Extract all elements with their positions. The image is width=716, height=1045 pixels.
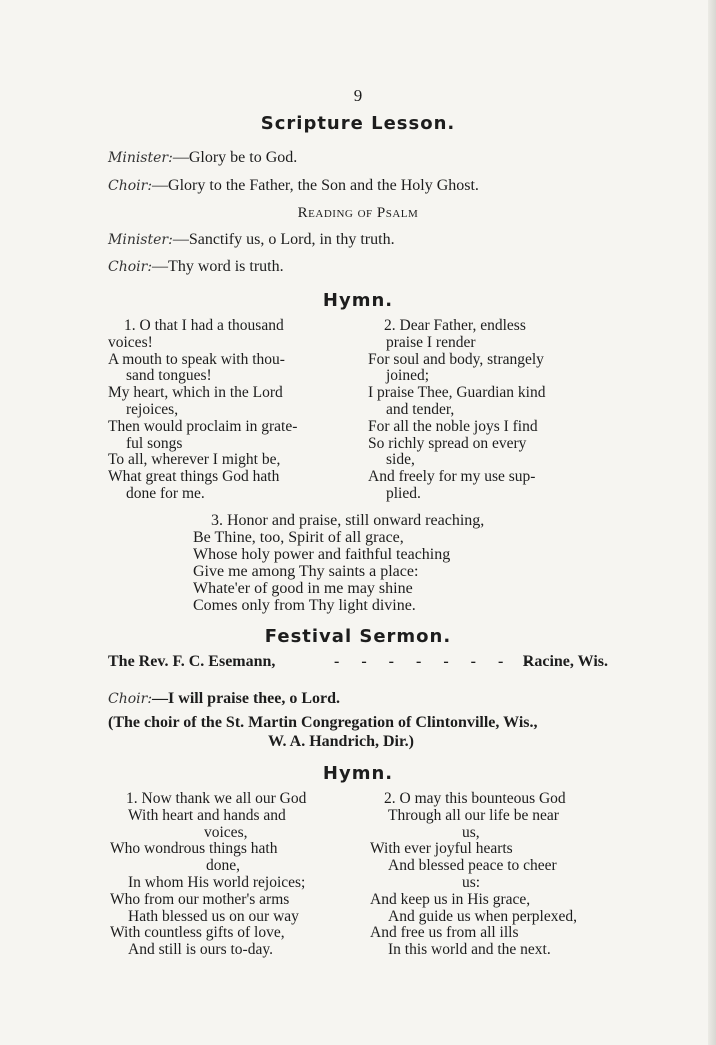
- line-text: —I will praise thee, o Lord.: [152, 690, 341, 707]
- verse-line: Through all our life be near: [388, 806, 559, 824]
- verse-line: And free us from all ills: [370, 924, 519, 942]
- verse-line: Then would proclaim in grate-: [108, 417, 298, 435]
- verse-line: To all, wherever I might be,: [108, 451, 281, 469]
- verse-line: voices!: [108, 333, 153, 351]
- preacher-line: [108, 653, 608, 671]
- verse-line: My heart, which in the Lord: [108, 384, 283, 402]
- hymn-2-verse-2: [370, 791, 610, 959]
- verse-line: side,: [386, 451, 415, 469]
- verse-line: And guide us when perplexed,: [388, 907, 577, 925]
- hymn-1-verse-3: [193, 512, 484, 614]
- reading-of-psalm: Reading of Psalm: [297, 205, 419, 221]
- choir-line-3: [108, 690, 340, 708]
- role-label: Choir:: [108, 259, 153, 275]
- verse-line: And still is ours to-day.: [128, 941, 273, 959]
- verse-line: and tender,: [386, 400, 455, 418]
- verse-line: Give me among Thy saints a place:: [193, 563, 419, 580]
- verse-line: Whate'er of good in me may shine: [193, 580, 413, 597]
- choir-note-line-1: (The choir of the St. Martin Congregation of Clintonville, Wis.,: [108, 714, 538, 731]
- page-number: 9: [353, 86, 363, 105]
- verse-line: With heart and hands and: [128, 806, 286, 824]
- line-text: —Sanctify us, o Lord, in thy truth.: [172, 231, 395, 248]
- verse-line: And blessed peace to cheer: [388, 857, 557, 875]
- verse-line: joined;: [386, 367, 430, 385]
- verse-line: 2. Dear Father, endless: [384, 317, 526, 334]
- verse-line: Whose holy power and faithful teaching: [193, 546, 451, 563]
- verse-line: ful songs: [126, 434, 183, 452]
- role-label: Minister:: [108, 232, 173, 248]
- leader-dots: - - - - - - - -: [334, 653, 540, 670]
- scripture-heading: Scripture Lesson.: [260, 113, 456, 134]
- role-label: Choir:: [108, 178, 153, 194]
- line-text: —Glory be to God.: [172, 149, 298, 166]
- verse-line: In this world and the next.: [388, 941, 551, 959]
- verse-line: What great things God hath: [108, 468, 280, 486]
- verse-line: plied.: [386, 484, 421, 502]
- verse-line: And keep us in His grace,: [370, 890, 531, 908]
- hymn-1-verse-2: [368, 318, 608, 503]
- verse-line: rejoices,: [126, 400, 179, 418]
- verse-line: Who wondrous things hath: [110, 840, 278, 858]
- hymn-1-heading: Hymn.: [322, 290, 394, 311]
- verse-line: In whom His world rejoices;: [128, 873, 306, 891]
- choir-line-1: [108, 177, 479, 195]
- verse-line: With countless gifts of love,: [110, 924, 285, 942]
- verse-line: Hath blessed us on our way: [128, 907, 299, 925]
- line-text: —Thy word is truth.: [152, 258, 284, 275]
- hymn-1-verse-1: [108, 318, 352, 503]
- verse-line: And freely for my use sup-: [368, 468, 536, 486]
- verse-line: 1. O that I had a thousand: [124, 317, 284, 334]
- role-label: Choir:: [108, 691, 153, 707]
- choir-line-2: [108, 258, 284, 276]
- verse-line: sand tongues!: [126, 367, 212, 385]
- role-label: Minister:: [108, 150, 173, 166]
- verse-line: I praise Thee, Guardian kind: [368, 384, 546, 402]
- page-edge: [708, 0, 716, 1045]
- verse-line: voices,: [204, 823, 248, 841]
- verse-line: Be Thine, too, Spirit of all grace,: [193, 529, 404, 546]
- sermon-heading: Festival Sermon.: [264, 626, 452, 647]
- preacher-place: Racine, Wis.: [522, 653, 608, 670]
- minister-line-1: [108, 149, 297, 167]
- verse-line: 1. Now thank we all our God: [126, 790, 307, 807]
- hymn-2-verse-1: [110, 791, 352, 959]
- verse-line: A mouth to speak with thou-: [108, 350, 285, 368]
- verse-line: 3. Honor and praise, still onward reaching,: [211, 512, 485, 529]
- verse-line: Comes only from Thy light divine.: [193, 597, 416, 614]
- verse-line: With ever joyful hearts: [370, 840, 513, 858]
- verse-line: Who from our mother's arms: [110, 890, 290, 908]
- verse-line: done for me.: [126, 484, 205, 502]
- line-text: —Glory to the Father, the Son and the Holy Ghost.: [152, 177, 479, 194]
- verse-line: For soul and body, strangely: [368, 350, 544, 368]
- hymn-2-heading: Hymn.: [322, 763, 394, 784]
- verse-line: done,: [206, 857, 241, 875]
- verse-line: For all the noble joys I find: [368, 417, 538, 435]
- verse-line: us,: [462, 823, 480, 841]
- verse-line: So richly spread on every: [368, 434, 527, 452]
- choir-note-line-2: W. A. Handrich, Dir.): [268, 733, 414, 750]
- verse-line: us:: [462, 873, 481, 891]
- preacher-name: The Rev. F. C. Esemann,: [108, 653, 276, 670]
- minister-line-2: [108, 231, 395, 249]
- verse-line: praise I render: [386, 333, 476, 351]
- verse-line: 2. O may this bounteous God: [384, 790, 566, 807]
